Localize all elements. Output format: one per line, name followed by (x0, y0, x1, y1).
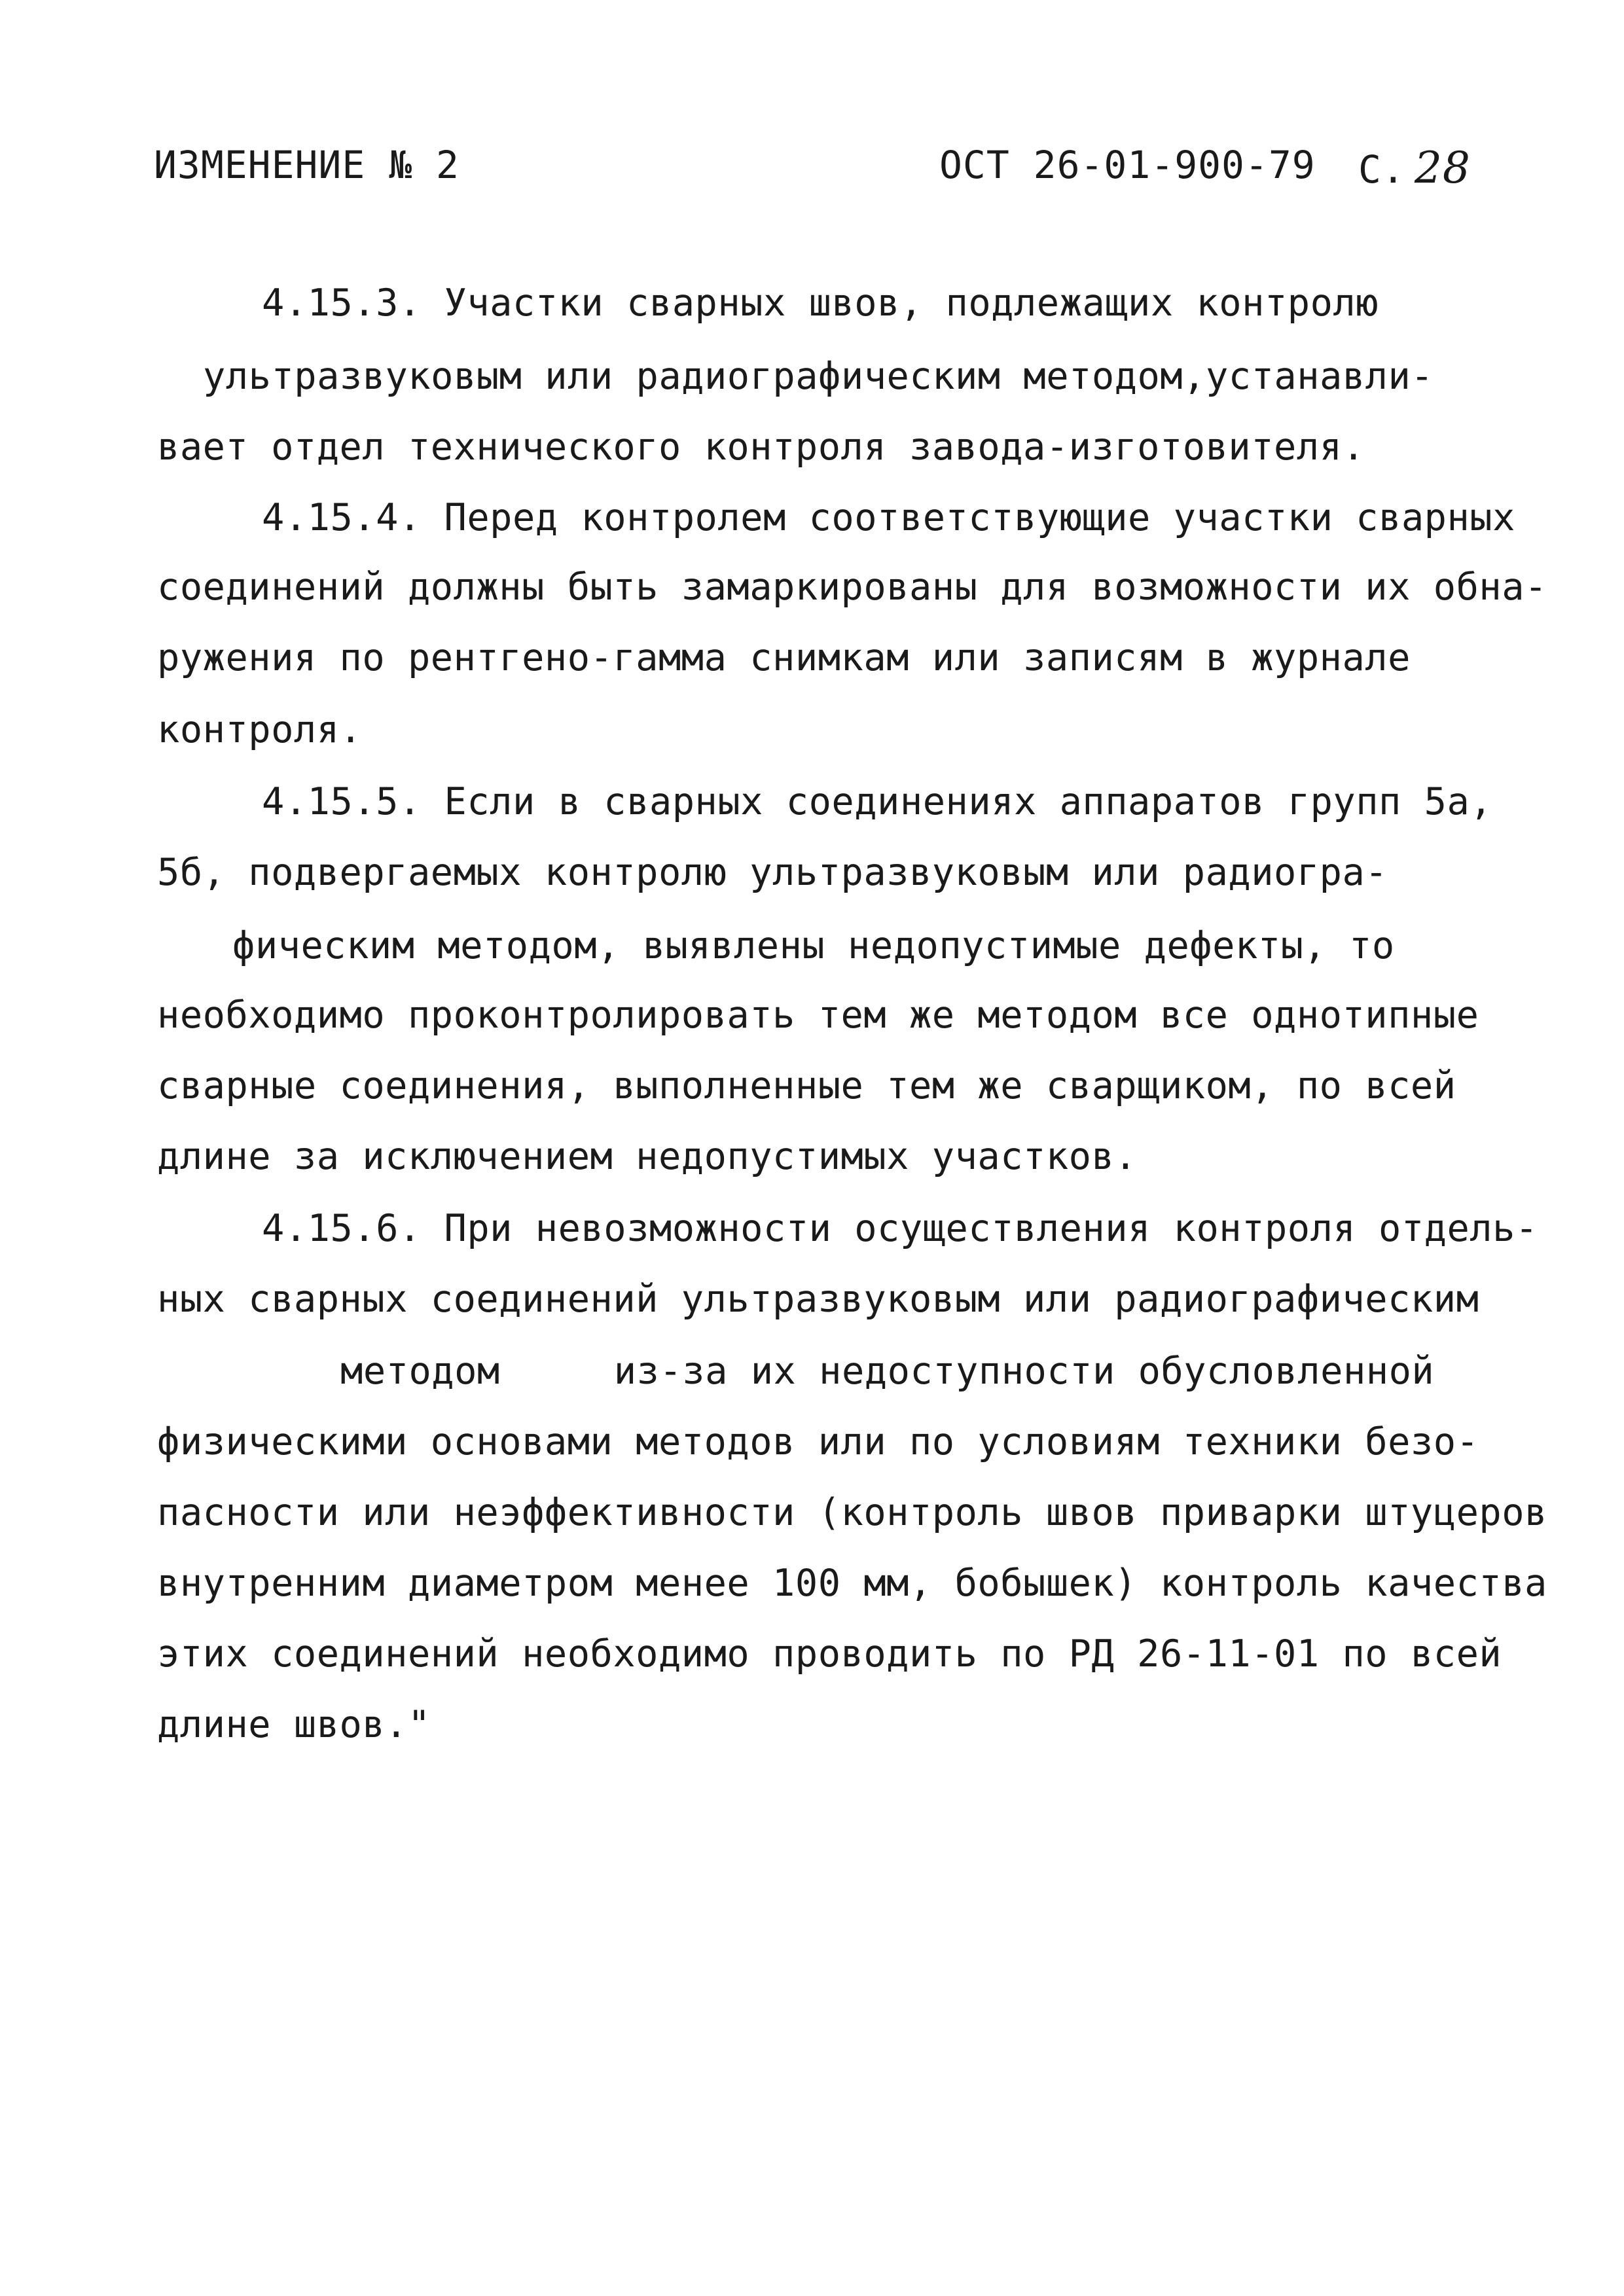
text-line: пасности или неэффективности (контроль швов приварки штуцеров (157, 1491, 1547, 1534)
text-line: этих соединений необходимо проводить по РД 26-11-01 по всей (157, 1632, 1502, 1676)
page-prefix: С. (1358, 147, 1405, 192)
standard-number: ОСТ 26-01-900-79 (939, 143, 1316, 187)
text-line: необходимо проконтролировать тем же методом все однотипные (157, 994, 1479, 1037)
text-line: 4.15.4. Перед контролем соответствующие участки сварных (262, 496, 1515, 539)
text-line: методом из-за их недоступности обусловленной (340, 1350, 1435, 1393)
page-number: 28 (1414, 143, 1471, 193)
text-line: ультразвуковым или радиографическим методом,устанавли- (203, 355, 1434, 398)
text-line: ных сварных соединений ультразвуковым или радиографическим (157, 1278, 1479, 1321)
text-line: ружения по рентгено-гамма снимкам или записям в журнале (157, 636, 1411, 679)
text-line: внутренним диаметром менее 100 мм, бобышек) контроль качества (157, 1562, 1547, 1605)
text-line: контроля. (157, 708, 363, 751)
text-line: длине за исключением недопустимых участков. (157, 1135, 1138, 1178)
text-line: 4.15.5. Если в сварных соединениях аппаратов групп 5а, (262, 780, 1493, 823)
text-line: соединений должны быть замаркированы для возможности их обна- (157, 565, 1547, 609)
text-line: физическими основами методов или по условиям техники безо- (157, 1420, 1479, 1463)
text-line: вает отдел технического контроля завода-изготовителя. (157, 425, 1365, 469)
text-line: 5б, подвергаемых контролю ультразвуковым или радиогра- (157, 851, 1388, 894)
text-line: длине швов." (157, 1703, 431, 1746)
text-line: 4.15.6. При невозможности осуществления контроля отдель- (262, 1207, 1538, 1250)
text-line: фическим методом, выявлены недопустимые дефекты, то (232, 924, 1395, 967)
change-label: ИЗМЕНЕНИЕ № 2 (154, 143, 460, 187)
text-line: 4.15.3. Участки сварных швов, подлежащих контролю (262, 281, 1379, 325)
text-line: сварные соединения, выполненные тем же сварщиком, по всей (157, 1064, 1456, 1107)
page-header (154, 131, 1489, 203)
page-number-block (1358, 143, 1471, 193)
